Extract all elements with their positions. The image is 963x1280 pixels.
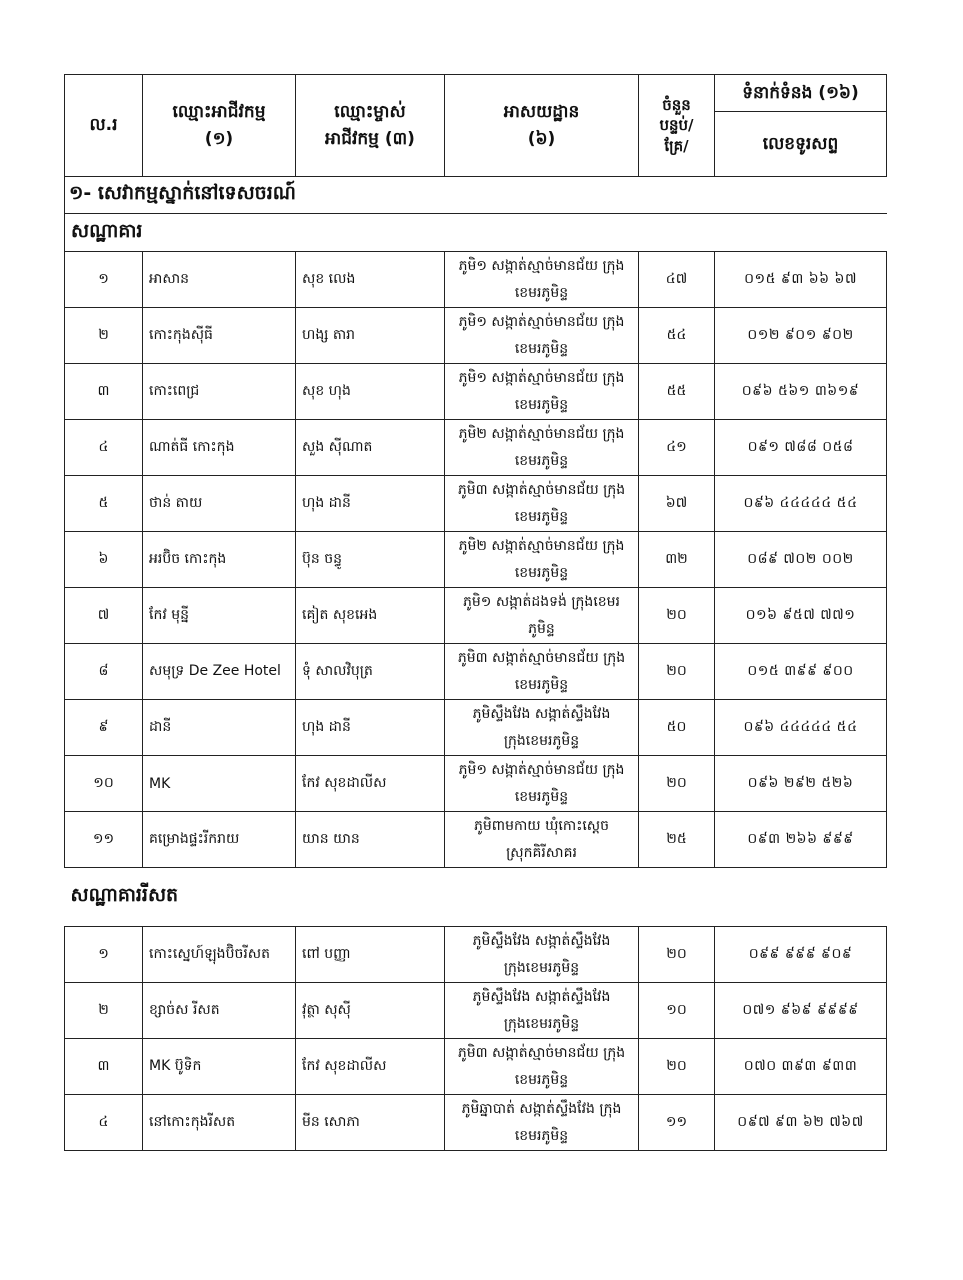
owner-name: ប៊ុន ចន្ធូ bbox=[296, 532, 445, 588]
phone-number: ០៩៩ ៩៩៩ ៩០៩ bbox=[715, 927, 887, 983]
phone-number: ០១៦ ៩៥៧ ៧៧១ bbox=[715, 588, 887, 644]
row-number: ៧ bbox=[65, 588, 143, 644]
table-row bbox=[65, 700, 887, 756]
phone-number: ០៨៩ ៧០២ ០០២ bbox=[715, 532, 887, 588]
phone-number: ០៩៦ ៥៦១ ៣៦១៩ bbox=[715, 364, 887, 420]
phone-number: ០៩៦ ២៩២ ៥២៦ bbox=[715, 756, 887, 812]
address-line-1: ភូមិស្ទឹងវែង សង្កាត់ស្ទឹងវែង bbox=[472, 705, 611, 722]
address-line-1: ភូមិ៣ សង្កាត់ស្មាច់មានជ័យ ក្រុង bbox=[457, 481, 626, 498]
phone-number: ០៧០ ៣៩៣ ៩៣៣ bbox=[715, 1039, 887, 1095]
table-body bbox=[65, 177, 887, 1151]
header-no: ល.រ bbox=[65, 75, 143, 177]
accommodation-table bbox=[64, 74, 887, 1151]
address-line-2: ខេមរភូមិន្ទ bbox=[514, 508, 569, 525]
header-business-name: ឈ្មោះអាជីវកម្ម (១) bbox=[143, 75, 296, 177]
room-count: ២៥ bbox=[639, 812, 715, 868]
business-name: គម្រោងផ្ទះរីករាយ bbox=[143, 812, 296, 868]
address bbox=[445, 1095, 639, 1151]
table-row bbox=[65, 588, 887, 644]
address bbox=[445, 476, 639, 532]
phone-number: ០៧១ ៩៦៩ ៩៩៩៩ bbox=[715, 983, 887, 1039]
address-line-1: ភូមិ២ សង្កាត់ស្មាច់មានជ័យ ក្រុង bbox=[458, 425, 625, 442]
group-title-row bbox=[65, 214, 887, 252]
room-count: ២០ bbox=[639, 756, 715, 812]
row-number: ៣ bbox=[65, 364, 143, 420]
phone-number: ០៩១ ៧៨៨ ០៥៨ bbox=[715, 420, 887, 476]
address bbox=[445, 983, 639, 1039]
owner-name: ហុង ដានី bbox=[296, 476, 445, 532]
room-count: ៦៧ bbox=[639, 476, 715, 532]
row-number: ១ bbox=[65, 252, 143, 308]
row-number: ៤ bbox=[65, 420, 143, 476]
address-line-1: ភូមិ១ សង្កាត់ដងទង់ ក្រុងខេមរ bbox=[463, 593, 620, 610]
table-row bbox=[65, 308, 887, 364]
phone-number: ០៩៦ ៤៤៤៤៤ ៥៤ bbox=[715, 476, 887, 532]
row-number: ២ bbox=[65, 983, 143, 1039]
room-count: ២០ bbox=[639, 588, 715, 644]
owner-name: វុត្ថា សុស៊ី bbox=[296, 983, 445, 1039]
address-line-1: ភូមិស្ទឹងវែង សង្កាត់ស្ទឹងវែង bbox=[472, 988, 611, 1005]
row-number: ១០ bbox=[65, 756, 143, 812]
business-name: ដានី bbox=[143, 700, 296, 756]
table-row bbox=[65, 812, 887, 868]
business-name: កោះស្នេហ៍ឡុងប៊ិចរីសត bbox=[143, 927, 296, 983]
address bbox=[445, 252, 639, 308]
address bbox=[445, 700, 639, 756]
row-number: ៩ bbox=[65, 700, 143, 756]
business-name: ណាត់ធី កោះកុង bbox=[143, 420, 296, 476]
room-count: ២០ bbox=[639, 1039, 715, 1095]
business-name: ថាន់ តាយ bbox=[143, 476, 296, 532]
table-row bbox=[65, 927, 887, 983]
section-title: ១- សេវាកម្មស្នាក់នៅទេសចរណ៍ bbox=[65, 177, 887, 214]
address-line-1: ភូមិស្ទឹងវែង សង្កាត់ស្ទឹងវែង bbox=[472, 932, 611, 949]
address bbox=[445, 927, 639, 983]
address-line-2: ខេមរភូមិន្ទ bbox=[514, 1127, 569, 1144]
room-count: ១១ bbox=[639, 1095, 715, 1151]
business-name: នៅកោះកុងរីសត bbox=[143, 1095, 296, 1151]
address-line-2: ខេមរភូមិន្ទ bbox=[514, 340, 569, 357]
phone-number: ០៩៧ ៩៣ ៦២ ៧៦៧ bbox=[715, 1095, 887, 1151]
room-count: ៥៥ bbox=[639, 364, 715, 420]
owner-name: មីន សោភា bbox=[296, 1095, 445, 1151]
row-number: ១១ bbox=[65, 812, 143, 868]
header-phone: លេខទូរសព្ទ bbox=[715, 112, 887, 177]
phone-number: ០១២ ៩០១ ៩០២ bbox=[715, 308, 887, 364]
document-sheet bbox=[64, 74, 886, 1151]
owner-name: កែវ សុខដាលីស bbox=[296, 756, 445, 812]
address bbox=[445, 644, 639, 700]
address bbox=[445, 532, 639, 588]
address-line-2: ខេមរភូមិន្ទ bbox=[514, 564, 569, 581]
address-line-1: ភូមិ១ សង្កាត់ស្មាច់មានជ័យ ក្រុង bbox=[458, 369, 625, 386]
row-number: ៨ bbox=[65, 644, 143, 700]
business-name: កោះពេជ្រ bbox=[143, 364, 296, 420]
address-line-1: ភូមិ១ សង្កាត់ស្មាច់មានជ័យ ក្រុង bbox=[458, 761, 625, 778]
phone-number: ០១៥ ៣៩៩ ៩០០ bbox=[715, 644, 887, 700]
address-line-1: ភូមិ១ សង្កាត់ស្មាច់មានជ័យ ក្រុង bbox=[458, 257, 625, 274]
row-number: ៤ bbox=[65, 1095, 143, 1151]
business-name: អរប៊ិច កោះកុង bbox=[143, 532, 296, 588]
table-header bbox=[65, 75, 887, 177]
address-line-2: ខេមរភូមិន្ទ bbox=[514, 452, 569, 469]
owner-name: សុខ លេង bbox=[296, 252, 445, 308]
address-line-2: ក្រុងខេមរភូមិន្ទ bbox=[503, 959, 580, 976]
business-name: កោះកុងស៊ីធី bbox=[143, 308, 296, 364]
header-rooms: ចំនួន បន្ទប់/ គ្រែ/ bbox=[639, 75, 715, 177]
address bbox=[445, 756, 639, 812]
owner-name: ហង្ស តារា bbox=[296, 308, 445, 364]
address-line-2: ខេមរភូមិន្ទ bbox=[514, 396, 569, 413]
address bbox=[445, 1039, 639, 1095]
address-line-1: ភូមិឆ្នាបាត់ សង្កាត់ស្ទឹងវែង ក្រុង bbox=[461, 1100, 622, 1117]
table-row bbox=[65, 1039, 887, 1095]
room-count: ៤១ bbox=[639, 420, 715, 476]
phone-number: ០១៥ ៩៣ ៦៦ ៦៧ bbox=[715, 252, 887, 308]
table-row bbox=[65, 476, 887, 532]
address-line-2: ខេមរភូមិន្ទ bbox=[514, 1071, 569, 1088]
owner-name: គៀត សុខអេង bbox=[296, 588, 445, 644]
business-name: អាសាន bbox=[143, 252, 296, 308]
owner-name: ទុំ សាលវិបុត្រ bbox=[296, 644, 445, 700]
table-row bbox=[65, 644, 887, 700]
address bbox=[445, 812, 639, 868]
address bbox=[445, 588, 639, 644]
business-name: ខ្សាច់ស រីសត bbox=[143, 983, 296, 1039]
business-name: កែវ មុន្នី bbox=[143, 588, 296, 644]
header-address: អាសយដ្ឋាន (៦) bbox=[445, 75, 639, 177]
room-count: ៣២ bbox=[639, 532, 715, 588]
address-line-2: ក្រុងខេមរភូមិន្ទ bbox=[503, 1015, 580, 1032]
address-line-2: ខេមរភូមិន្ទ bbox=[514, 676, 569, 693]
table-row bbox=[65, 983, 887, 1039]
row-number: ៣ bbox=[65, 1039, 143, 1095]
address-line-2: ខេមរភូមិន្ទ bbox=[514, 788, 569, 805]
header-owner-name: ឈ្មោះម្ចាស់ អាជីវកម្ម (៣) bbox=[296, 75, 445, 177]
address-line-1: ភូមិពាមកាយ ឃុំកោះស្តេច bbox=[473, 817, 610, 834]
table-row bbox=[65, 532, 887, 588]
room-count: ៥៤ bbox=[639, 308, 715, 364]
group-title-row bbox=[65, 868, 887, 927]
room-count: ២០ bbox=[639, 927, 715, 983]
row-number: ៥ bbox=[65, 476, 143, 532]
room-count: ៤៧ bbox=[639, 252, 715, 308]
address-line-1: ភូមិ៣ សង្កាត់ស្មាច់មានជ័យ ក្រុង bbox=[457, 1044, 626, 1061]
table-row bbox=[65, 252, 887, 308]
address-line-2: ភូមិន្ទ bbox=[528, 620, 555, 637]
table-row bbox=[65, 364, 887, 420]
owner-name: យាន យាន bbox=[296, 812, 445, 868]
header-contact: ទំនាក់ទំនង (១៦) bbox=[715, 75, 887, 112]
owner-name: ពៅ បញ្ញា bbox=[296, 927, 445, 983]
owner-name: សួង ស៊ីណាត bbox=[296, 420, 445, 476]
phone-number: ០៩៦ ៤៤៤៤៤ ៥៤ bbox=[715, 700, 887, 756]
address-line-2: ខេមរភូមិន្ទ bbox=[514, 284, 569, 301]
section-title-row bbox=[65, 177, 887, 214]
address-line-2: ស្រុកគិរីសាគរ bbox=[506, 844, 577, 861]
row-number: ២ bbox=[65, 308, 143, 364]
address-line-1: ភូមិ១ សង្កាត់ស្មាច់មានជ័យ ក្រុង bbox=[458, 313, 625, 330]
phone-number: ០៩៣ ២៦៦ ៩៩៩ bbox=[715, 812, 887, 868]
owner-name: សុខ ហុង bbox=[296, 364, 445, 420]
owner-name: កែវ សុខដាលីស bbox=[296, 1039, 445, 1095]
address-line-1: ភូមិ៣ សង្កាត់ស្មាច់មានជ័យ ក្រុង bbox=[457, 649, 626, 666]
table-row bbox=[65, 420, 887, 476]
group-title: សណ្ឋាគាររីសត bbox=[65, 868, 887, 927]
group-title: សណ្ឋាគារ bbox=[65, 214, 887, 252]
owner-name: ហុង ដានី bbox=[296, 700, 445, 756]
address bbox=[445, 308, 639, 364]
table-row bbox=[65, 1095, 887, 1151]
business-name: MK ប៊ូទិក bbox=[143, 1039, 296, 1095]
address bbox=[445, 420, 639, 476]
business-name: សមុទ្រ De Zee Hotel bbox=[143, 644, 296, 700]
room-count: ១០ bbox=[639, 983, 715, 1039]
row-number: ១ bbox=[65, 927, 143, 983]
address-line-2: ក្រុងខេមរភូមិន្ទ bbox=[503, 732, 580, 749]
table-row bbox=[65, 756, 887, 812]
business-name: MK bbox=[143, 756, 296, 812]
room-count: ៥០ bbox=[639, 700, 715, 756]
address-line-1: ភូមិ២ សង្កាត់ស្មាច់មានជ័យ ក្រុង bbox=[458, 537, 625, 554]
address bbox=[445, 364, 639, 420]
row-number: ៦ bbox=[65, 532, 143, 588]
room-count: ២០ bbox=[639, 644, 715, 700]
